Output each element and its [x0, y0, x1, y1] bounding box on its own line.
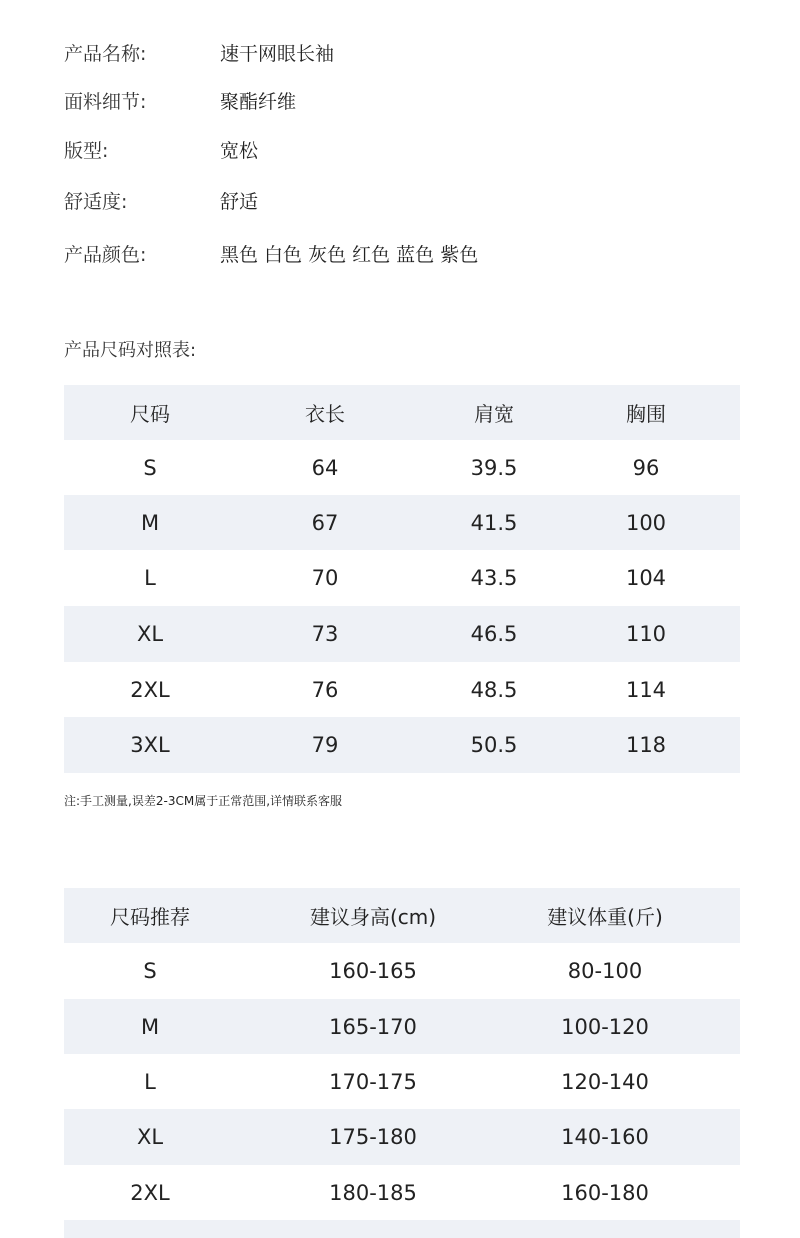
table-cell: 79 [311, 733, 339, 757]
table-row [64, 1109, 740, 1165]
table-row [64, 943, 740, 999]
table-cell: 70 [311, 566, 339, 590]
measurement-note: 注:手工测量,误差2-3CM属于正常范围,详情联系客服 [64, 794, 343, 808]
header-cell: 尺码推荐 [110, 905, 190, 929]
size-recommend-table [64, 888, 740, 1238]
info-value: 宽松 [220, 140, 259, 162]
size-chart-table [64, 385, 740, 773]
info-value: 速干网眼长袖 [220, 43, 335, 65]
info-label: 产品颜色: [64, 244, 147, 266]
table-cell: 73 [311, 622, 339, 646]
table-cell: 180-185 [329, 1180, 417, 1205]
header-cell: 建议身高(cm) [309, 905, 437, 929]
table-cell: 64 [311, 455, 339, 480]
table-cell: 165-170 [329, 1014, 417, 1039]
table-cell: 48.5 [470, 677, 518, 702]
header-cell: 衣长 [305, 402, 345, 426]
table-row [64, 495, 740, 550]
size-chart-title: 产品尺码对照表: [64, 340, 197, 361]
table-cell: XL [136, 1125, 164, 1149]
header-cell: 胸围 [626, 402, 666, 426]
table-row [64, 662, 740, 717]
header-cell: 肩宽 [474, 402, 514, 426]
table-cell: M [140, 1014, 160, 1039]
header-cell: 尺码 [130, 402, 170, 426]
table-row [64, 606, 740, 662]
table-row [64, 550, 740, 606]
table-cell: 120-140 [561, 1069, 649, 1094]
info-value: 聚酯纤维 [220, 91, 297, 113]
table-cell: 80-100 [567, 959, 643, 983]
table-header-row [64, 888, 740, 943]
table-cell: 175-180 [329, 1125, 417, 1149]
info-value: 黑色 白色 灰色 红色 蓝色 紫色 [220, 244, 479, 266]
info-label: 舒适度: [64, 191, 128, 213]
table-row [64, 999, 740, 1054]
table-cell: 46.5 [470, 622, 518, 646]
table-cell: 170-175 [329, 1069, 417, 1094]
table-row [64, 1054, 740, 1109]
table-cell: 50.5 [470, 733, 518, 757]
table-cell: 3XL [130, 733, 170, 757]
table-cell: 160-180 [561, 1180, 649, 1205]
table-cell: M [140, 510, 160, 535]
header-cell: 建议体重(斤) [547, 905, 663, 929]
info-label: 版型: [64, 140, 109, 162]
table-cell: 114 [625, 677, 667, 702]
table-row [64, 440, 740, 495]
table-header-row [64, 385, 740, 440]
info-label: 产品名称: [64, 43, 147, 65]
table-cell: L [144, 1069, 156, 1094]
table-cell: L [144, 566, 156, 590]
table-cell: 43.5 [470, 566, 518, 590]
table-cell: 118 [625, 733, 667, 757]
table-cell: 76 [311, 677, 339, 702]
table-cell: 100-120 [561, 1014, 649, 1039]
table-cell: 96 [632, 455, 660, 480]
table-cell: 140-160 [561, 1125, 649, 1149]
table-cell: 2XL [130, 677, 170, 702]
table-cell: S [143, 959, 157, 983]
table-cell: 100 [625, 510, 667, 535]
table-row [64, 1165, 740, 1220]
table-cell: S [143, 455, 157, 480]
table-cell: 2XL [130, 1180, 170, 1205]
table-cell: 39.5 [470, 455, 518, 480]
info-value: 舒适 [220, 191, 259, 213]
table-cell: 67 [311, 510, 339, 535]
table-cell: 160-165 [329, 959, 417, 983]
table-cell: 110 [625, 622, 667, 646]
table-row-partial [64, 1220, 740, 1238]
table-cell: XL [136, 622, 164, 646]
info-label: 面料细节: [64, 91, 147, 113]
table-row [64, 717, 740, 773]
table-cell: 104 [625, 566, 667, 590]
table-cell: 41.5 [470, 510, 518, 535]
